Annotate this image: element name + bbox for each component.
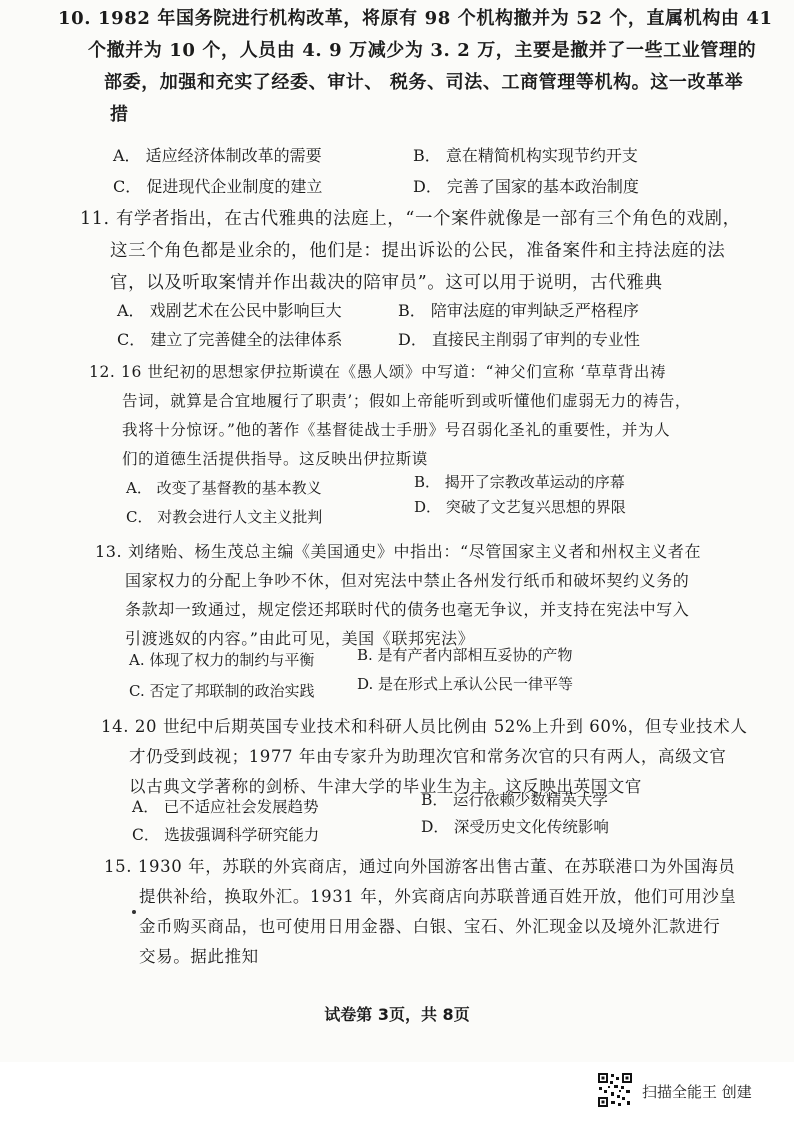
question-text-line: 条款却一致通过，规定偿还邦联时代的债务也毫无争议，并支持在宪法中写入 bbox=[125, 600, 690, 619]
option-c: C． 建立了完善健全的法律体系 bbox=[117, 330, 343, 349]
option-a: A． 改变了基督教的基本教义 bbox=[126, 479, 322, 497]
question-14 bbox=[101, 712, 747, 802]
option-b: B． 陪审法庭的审判缺乏严格程序 bbox=[398, 301, 639, 320]
option-d: D． 突破了文艺复兴思想的界限 bbox=[414, 498, 626, 516]
question-text-line: 部委，加强和充实了经委、审计、 税务、司法、工商管理等机构。这一改革举 bbox=[104, 72, 744, 93]
option-c: C. 否定了邦联制的政治实践 bbox=[129, 682, 315, 700]
question-number: 11. bbox=[80, 209, 110, 229]
question-15 bbox=[104, 852, 736, 972]
option-b: B． 意在精简机构实现节约开支 bbox=[413, 146, 638, 165]
option-b: B． 运行依赖少数精英大学 bbox=[421, 791, 608, 809]
question-text-line: 刘绪贻、杨生茂总主编《美国通史》中指出：“尽管国家主义者和州权主义者在 bbox=[127, 542, 702, 561]
option-a: A． 已不适应社会发展趋势 bbox=[132, 798, 319, 816]
question-text-line: 们的道德生活提供指导。这反映出伊拉斯谟 bbox=[122, 450, 428, 468]
question-text-line: 提供补给，换取外汇。1931 年，外宾商店向苏联普通百姓开放，他们可用沙皇 bbox=[139, 887, 737, 906]
question-number: 15. bbox=[104, 857, 133, 876]
question-number: 14. bbox=[101, 717, 130, 736]
question-10 bbox=[58, 3, 773, 131]
question-number: 12. bbox=[89, 363, 116, 381]
question-12 bbox=[89, 358, 691, 474]
qr-code-icon bbox=[597, 1072, 633, 1108]
question-11 bbox=[80, 203, 741, 299]
option-c: C． 选拔强调科学研究能力 bbox=[132, 826, 320, 844]
option-b: B． 揭开了宗教改革运动的序幕 bbox=[414, 473, 625, 491]
question-text-line: 交易。据此推知 bbox=[139, 947, 259, 966]
question-text-line: 金币购买商品，也可使用日用金器、白银、宝石、外汇现金以及境外汇款进行 bbox=[139, 917, 721, 936]
option-c: C． 促进现代企业制度的建立 bbox=[113, 177, 323, 196]
option-a: A． 适应经济体制改革的需要 bbox=[113, 146, 322, 165]
option-d: D． 深受历史文化传统影响 bbox=[421, 818, 609, 836]
question-text-line: 官，以及听取案情并作出裁决的陪审员”。这可以用于说明，古代雅典 bbox=[110, 273, 663, 293]
option-b: B. 是有产者内部相互妥协的产物 bbox=[357, 646, 573, 664]
option-d: D． 完善了国家的基本政治制度 bbox=[413, 177, 639, 196]
question-text-line: 才仍受到歧视；1977 年由专家升为助理次官和常务次官的只有两人，高级文官 bbox=[129, 747, 727, 766]
question-text-line: 20 世纪中后期英国专业技术和科研人员比例由 52%上升到 60%，但专业技术人 bbox=[134, 717, 748, 736]
question-text-line: 引渡逃奴的内容。”由此可见，美国《联邦宪法》 bbox=[125, 629, 475, 648]
question-text-line: 以古典文学著称的剑桥、牛津大学的毕业生为主。这反映出英国文官 bbox=[129, 777, 642, 796]
option-d: D． 直接民主削弱了审判的专业性 bbox=[398, 330, 640, 349]
page-footer: 试卷第 3页，共 8页 bbox=[324, 1005, 470, 1024]
option-c: C． 对教会进行人文主义批判 bbox=[126, 508, 323, 526]
scanner-watermark-text: 扫描全能王 创建 bbox=[642, 1083, 752, 1101]
question-text-line: 有学者指出，在古代雅典的法庭上，“一个案件就像是一部有三个角色的戏剧， bbox=[115, 209, 741, 229]
scan-speck bbox=[132, 910, 136, 914]
question-text-line: 我将十分惊讶。”他的著作《基督徒战士手册》号召弱化圣礼的重要性，并为人 bbox=[122, 421, 671, 439]
question-text-line: 1930 年，苏联的外宾商店，通过向外国游客出售古董、在苏联港口为外国海员 bbox=[137, 857, 736, 876]
question-text-line: 16 世纪初的思想家伊拉斯谟在《愚人颂》中写道：“神父们宣称 ‘草草背出祷 bbox=[120, 363, 667, 381]
question-text-line: 告词，就算是合宜地履行了职责’；假如上帝能听到或听懂他们虚弱无力的祷告， bbox=[122, 392, 692, 410]
question-13 bbox=[95, 537, 701, 653]
option-a: A． 戏剧艺术在公民中影响巨大 bbox=[117, 301, 342, 320]
question-number: 10. bbox=[58, 8, 92, 29]
question-text-line: 这三个角色都是业余的，他们是：提出诉讼的公民，准备案件和主持法庭的法 bbox=[110, 241, 726, 261]
question-text-line: 措 bbox=[110, 104, 129, 125]
question-number: 13. bbox=[95, 542, 123, 561]
option-a: A. 体现了权力的制约与平衡 bbox=[129, 651, 315, 669]
option-d: D. 是在形式上承认公民一律平等 bbox=[357, 675, 574, 693]
question-text-line: 1982 年国务院进行机构改革，将原有 98 个机构撤并为 52 个，直属机构由 41 bbox=[98, 8, 773, 29]
question-text-line: 国家权力的分配上争吵不休，但对宪法中禁止各州发行纸币和破坏契约义务的 bbox=[125, 571, 690, 590]
question-text-line: 个撤并为 10 个，人员由 4. 9 万减少为 3. 2 万，主要是撤并了一些工业管理的 bbox=[88, 40, 757, 61]
